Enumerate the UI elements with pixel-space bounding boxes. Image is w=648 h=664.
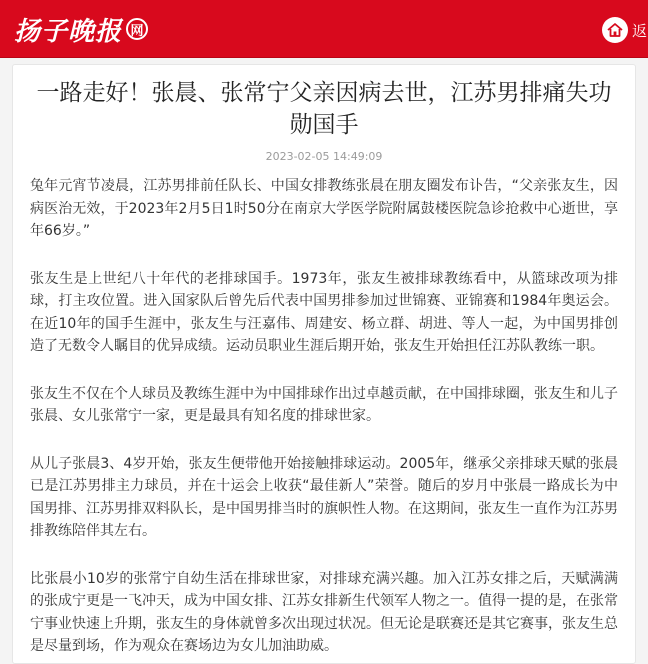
back-button[interactable]	[602, 15, 648, 45]
site-logo[interactable]	[14, 12, 148, 46]
logo-text: 扬子晚报	[14, 16, 123, 47]
article-body	[13, 164, 635, 658]
article-paragraph: 张友生不仅在个人球员及教练生涯中为中国排球作出过卓越贡献，在中国排球圈，张友生和儿子张晨、女儿张常宁一家，更是最具有知名度的排球世家。	[30, 385, 618, 424]
article-paragraph: 比张晨小10岁的张常宁自幼生活在排球世家，对排球充满兴趣。加入江苏女排之后，天赋满满的张成宁更是一飞冲天，成为中国女排、江苏女排新生代领军人物之一。值得一提的是，在张常宁事业快速上升期，张友生的身体就曾多次出现过状况。但无论是联赛还是其它赛事，张友生总是尽量到场，作为观众在赛场边为女儿加油助威。	[30, 570, 618, 654]
back-label: 返	[632, 21, 648, 40]
article-paragraph: 从儿子张晨3、4岁开始，张友生便带他开始接触排球运动。2005年，继承父亲排球天赋的张晨已是江苏男排主力球员，并在十运会上收获“最佳新人”荣誉。随后的岁月中张晨一路成长为中国男排、江苏男排双料队长，是中国男排当时的旗帜性人物。在这期间，张友生一直作为江苏男排教练陪伴其左右。	[30, 455, 618, 539]
home-back-icon	[602, 17, 628, 43]
article-title: 一路走好！张晨、张常宁父亲因病去世，江苏男排痛失功勋国手	[36, 80, 612, 138]
top-bar	[0, 0, 648, 58]
article-date: 2023-02-05 14:49:09	[265, 150, 383, 163]
article-card	[12, 64, 636, 664]
logo-badge: 网	[126, 18, 148, 40]
article-paragraph: 兔年元宵节凌晨，江苏男排前任队长、中国女排教练张晨在朋友圈发布讣告，“父亲张友生，因病医治无效，于2023年2月5日1时50分在南京大学医学院附属鼓楼医院急诊抢救中心逝世，享年66岁。”	[30, 178, 618, 239]
article-paragraph: 张友生是上世纪八十年代的老排球国手。1973年，张友生被排球教练看中，从篮球改项为排球，打主攻位置。进入国家队后曾先后代表中国男排参加过世锦赛、亚锦赛和1984年奥运会。在近10年的国手生涯中，张友生与汪嘉伟、周建安、杨立群、胡进、等人一起，为中国男排创造了无数令人瞩目的优异成绩。运动员职业生涯后期开始，张友生开始担任江苏队教练一职。	[30, 270, 618, 354]
